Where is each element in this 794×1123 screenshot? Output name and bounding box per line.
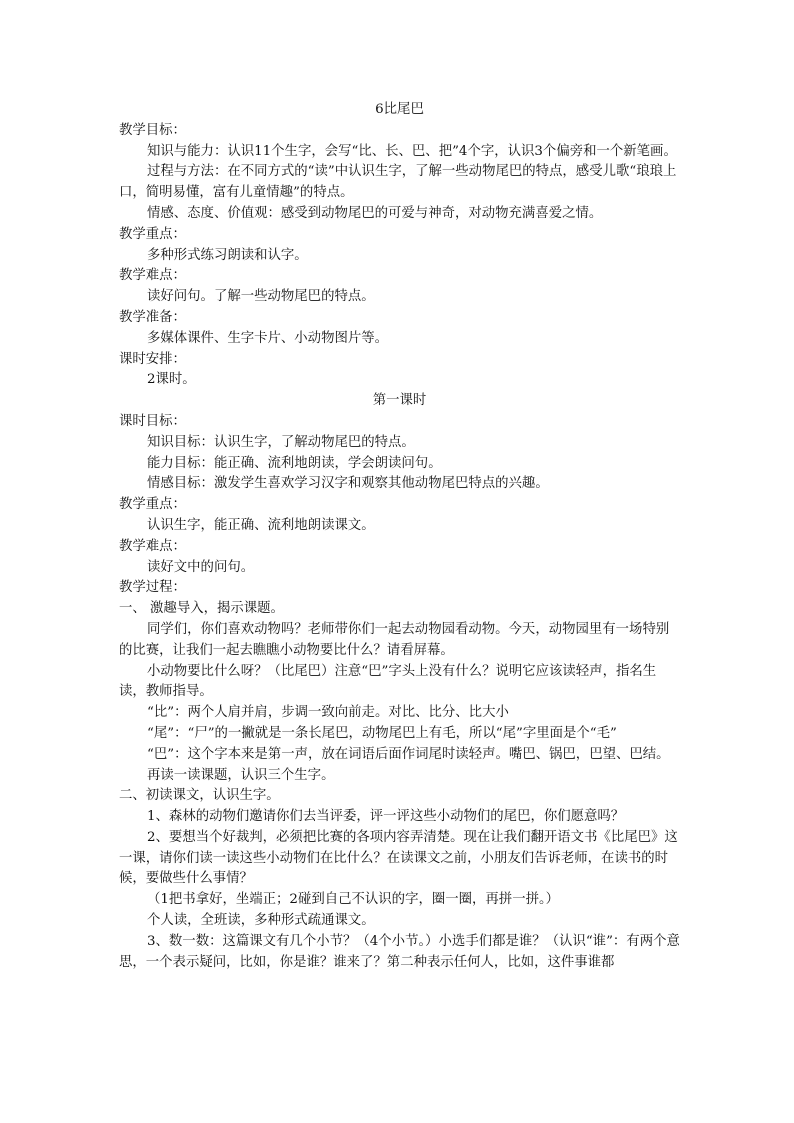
paragraph: 情感目标：激发学生喜欢学习汉字和观察其他动物尾巴特点的兴趣。 [147, 476, 549, 492]
paragraph: “尾”：“尸”的一撇就是一条长尾巴，动物尾巴上有毛，所以“尾”字里面是个“毛” [147, 725, 617, 741]
paragraph: 多种形式练习朗读和认字。 [147, 247, 308, 263]
section-heading: 教学重点： [119, 497, 186, 513]
paragraph: 2课时。 [147, 372, 196, 388]
document-title: 6比尾巴 [375, 102, 424, 117]
paragraph: 小动物要比什么呀？（比尾巴）注意“巴”字头上没有什么？说明它应该读轻声，指名生读，教师指导。 [119, 663, 657, 700]
paragraph: 多媒体课件、生字卡片、小动物图片等。 [147, 330, 389, 346]
section-heading: 教学难点： [119, 538, 186, 554]
paragraph: 3、数一数：这篇课文有几个小节？（4个小节。）小选手们都是谁？（认识“谁”：有两个意思，一个表示疑问，比如，你是谁？谁来了？第二种表示任何人，比如，这件事谁都 [119, 933, 680, 970]
paragraph: 知识与能力：认识11个生字，会写“比、长、巴、把”4个字，认识3个偏旁和一个新笔画。 [147, 143, 677, 159]
document-body [119, 121, 680, 974]
section-heading: 课时目标： [119, 413, 186, 429]
paragraph: 读好问句。了解一些动物尾巴的特点。 [147, 289, 375, 305]
paragraph: 能力目标：能正确、流利地朗读，学会朗读问句。 [147, 455, 442, 471]
section-heading: 教学重点： [119, 226, 186, 242]
paragraph: 知识目标：认识生字，了解动物尾巴的特点。 [147, 434, 415, 450]
paragraph: 再读一读课题，认识三个生字。 [147, 767, 335, 783]
paragraph: “巴”：这个字本来是第一声，放在词语后面作词尾时读轻声。嘴巴、锅巴，巴望、巴结。 [147, 746, 670, 762]
paragraph: 1、森林的动物们邀请你们去当评委，评一评这些小动物们的尾巴，你们愿意吗？ [147, 809, 625, 825]
section-heading: 教学准备： [119, 309, 186, 325]
paragraph: 同学们，你们喜欢动物吗？老师带你们一起去动物园看动物。今天，动物园里有一场特别的比赛，让我们一起去瞧瞧小动物要比什么？请看屏幕。 [119, 621, 670, 658]
paragraph: 情感、态度、价值观：感受到动物尾巴的可爱与神奇，对动物充满喜爱之情。 [147, 205, 603, 221]
section-heading: 一、 激趣导入，揭示课题。 [119, 601, 284, 617]
paragraph: 个人读，全班读，多种形式疏通课文。 [147, 913, 375, 929]
paragraph: 过程与方法：在不同方式的“读”中认识生字，了解一些动物尾巴的特点，感受儿歌“琅琅上口，简明易懂，富有儿童情趣”的特点。 [119, 164, 677, 201]
paragraph: 认识生字，能正确、流利地朗读课文。 [147, 517, 375, 533]
section-heading: 课时安排： [119, 351, 186, 367]
section-heading: 教学过程： [119, 580, 186, 596]
paragraph: “比”：两个人肩并肩，步调一致向前走。对比、比分、比大小 [147, 705, 509, 721]
paragraph: （1把书拿好，坐端正；2碰到自己不认识的字，圈一圈，再拼一拼。） [147, 892, 560, 908]
section-heading: 教学难点： [119, 268, 186, 284]
section-heading: 二、初读课文，认识生字。 [119, 788, 280, 804]
paragraph: 2、要想当个好裁判，必须把比赛的各项内容弄清楚。现在让我们翻开语文书《比尾巴》这一课，请你们读一读这些小动物们在比什么？在读课文之前，小朋友们告诉老师，在读书的时候，要做些什么事情？ [119, 829, 678, 887]
lesson-heading: 第一课时 [372, 393, 427, 409]
paragraph: 读好文中的问句。 [147, 559, 255, 575]
section-heading: 教学目标： [119, 122, 186, 138]
